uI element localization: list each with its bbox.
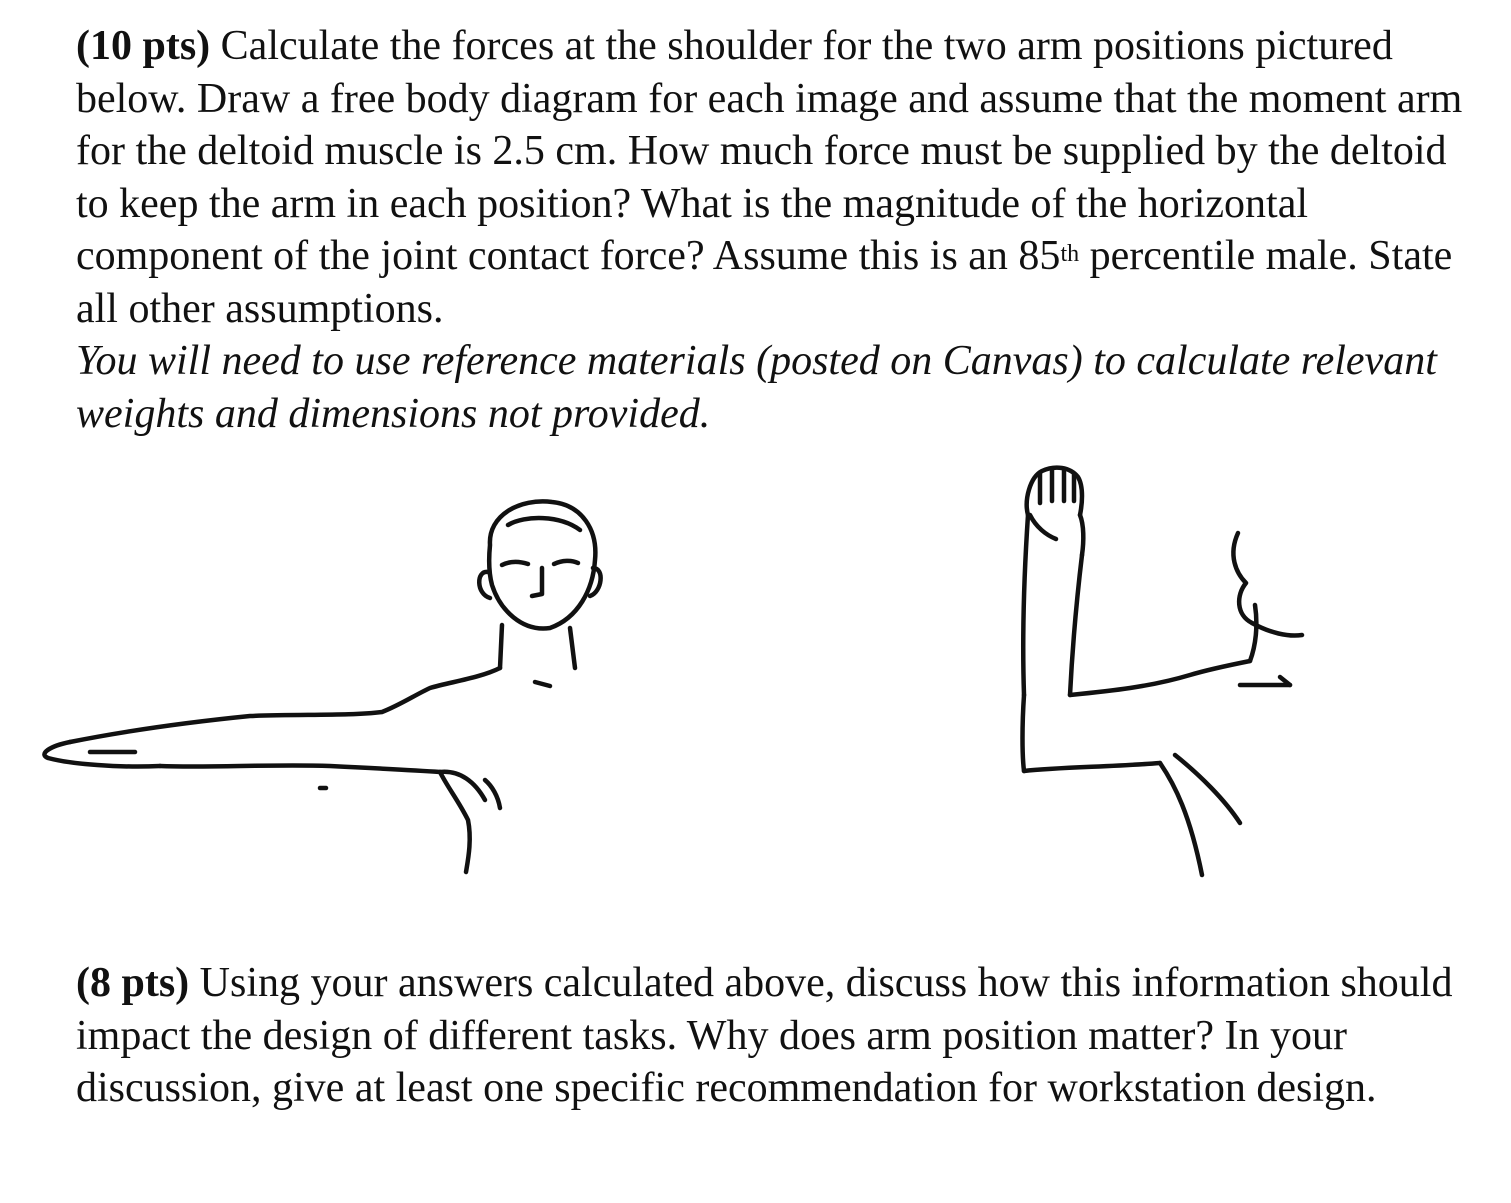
percentile-superscript: th [1060, 241, 1080, 267]
question-2-points: (8 pts) [76, 960, 190, 1006]
question-2-text: Using your answers calculated above, discuss how this information should impact the design of different tasks. Why does arm position matter? In your discussion, give at least one specific recommendation for workstation design. [76, 960, 1453, 1111]
arm-raised-elbow-flexed-figure [1000, 455, 1320, 885]
question-1-note: You will need to use reference materials (posted on Canvas) to calculate relevant weights and dimensions not provided. [76, 338, 1437, 437]
arm-horizontal-abduction-figure [30, 490, 610, 890]
question-1-text-continued: percentile male. State all other assumptions. [76, 233, 1453, 332]
question-1-text: Calculate the forces at the shoulder for the two arm positions pictured below. Draw a free body diagram for each image and assume that the moment arm for the deltoid muscle is 2.5 cm. How much force must be supplied by the deltoid to keep the arm in each position? What is the magnitude of the horizontal component of the joint contact force? Assume this is an 85 [76, 23, 1463, 279]
question-2 [76, 957, 1486, 1115]
question-1 [76, 20, 1486, 440]
question-1-points: (10 pts) [76, 23, 211, 69]
